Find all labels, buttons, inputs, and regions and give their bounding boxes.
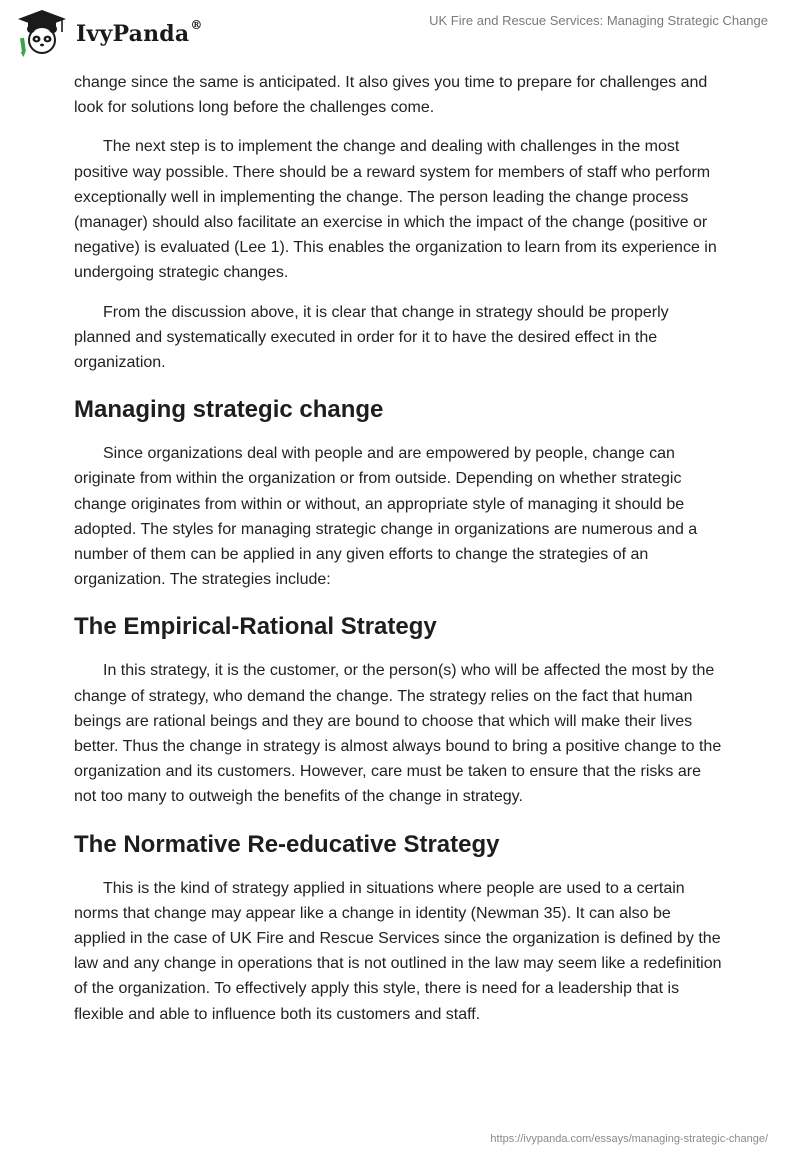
paragraph: Since organizations deal with people and are empowered by people, change can originate from within the organization or from outside. Depending on whether strategic change originates from within or without, an appropriate style of managing it should be adopted. The styles for managing strategic change in organizations are numerous and a number of them can be applied in any given efforts to change the strategies of an organization. The strategies include: [74,445,698,589]
paragraph: In this strategy, it is the customer, or the person(s) who will be affected the most by the change of strategy, who demand the change. The strategy relies on the fact that human beings are rational beings and they are bound to choose that which will make their lives better. Thus the change in strategy is almost always bound to bring a positive change to the organization and its customers. However, care must be taken to ensure that the risks are not too many to outweigh the benefits of the change in strategy. [74,662,722,806]
section-heading: Managing strategic change [74,396,384,424]
panda-graduate-icon [14,8,70,58]
paragraph: The next step is to implement the change and dealing with challenges in the most positive way possible. There should be a reward system for members of staff who perform exceptionally well in implementing the change. The person leading the change process (manager) should also facilitate an exercise in which the impact of the change (positive or negative) is evaluated (Lee 1). This enables the organization to learn from its experience in undergoing strategic changes. [74,138,717,282]
logo-text: IvyPanda® [76,17,203,47]
section-heading: The Empirical-Rational Strategy [74,613,437,641]
ivypanda-logo[interactable] [14,8,203,58]
paragraph: This is the kind of strategy applied in situations where people are used to a certain norms that change may appear like a change in identity (Newman 35). It can also be applied in the case of UK Fire and Rescue Services since the organization is defined by the law and any change in operations that is not outlined in the law may seem like a redefinition of the organization. To effectively apply this style, there is need for a leadership that is flexible and able to influence both its customers and staff. [74,879,722,1023]
paragraph: change since the same is anticipated. It also gives you time to prepare for challenges and look for solutions long before the challenges come. [74,74,708,117]
source-url[interactable]: https://ivypanda.com/essays/managing-strategic-change/ [490,1133,768,1145]
paragraph: From the discussion above, it is clear that change in strategy should be properly planned and systematically executed in order for it to have the desired effect in the organization. [74,303,669,372]
document-title: UK Fire and Rescue Services: Managing Strategic Change [429,13,768,28]
page-header [0,0,800,70]
section-heading: The Normative Re-educative Strategy [74,830,500,858]
essay-body [74,70,726,1041]
